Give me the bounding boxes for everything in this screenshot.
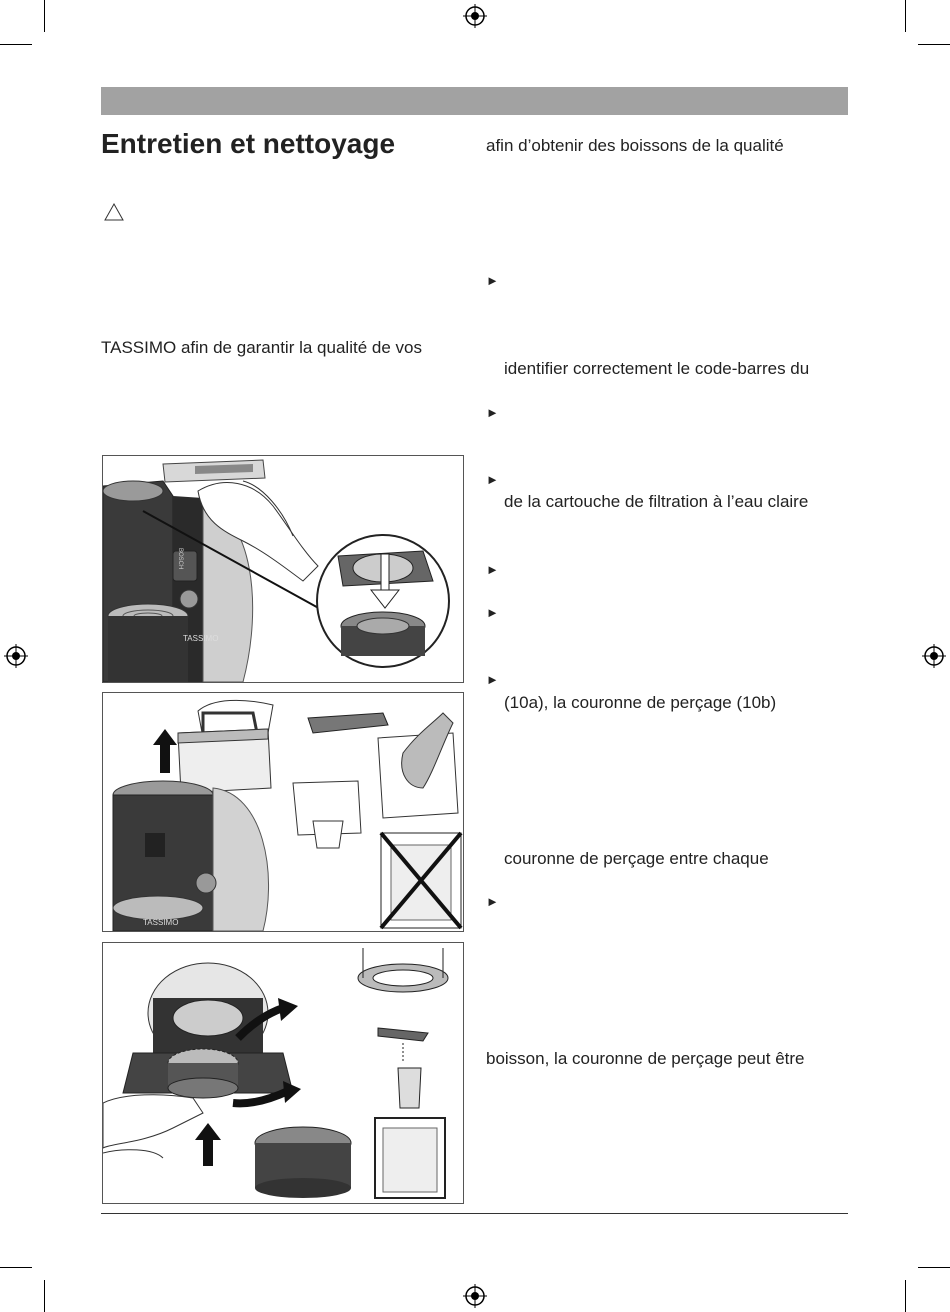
bullet-icon: ►: [486, 562, 499, 577]
figure-wipe-machine: [102, 455, 464, 683]
right-text-line: boisson, la couronne de perçage peut être: [486, 1049, 805, 1068]
right-text-line: afin d’obtenir des boissons de la qualité: [486, 136, 784, 155]
page-title: Entretien et nettoyage: [101, 128, 396, 159]
tassimo-label: TASSIMO: [183, 634, 219, 643]
crop-mark: [905, 0, 906, 32]
right-text-line: couronne de perçage entre chaque: [504, 849, 769, 868]
bosch-label: BOSCH: [177, 548, 183, 570]
header-band: [101, 87, 848, 115]
warning-triangle-icon: [104, 203, 124, 221]
footer-rule: [101, 1213, 848, 1214]
bullet-icon: ►: [486, 472, 499, 487]
water-tank-illustration: [103, 693, 463, 931]
crop-mark: [0, 44, 32, 45]
bullet-icon: ►: [486, 894, 499, 909]
crop-mark: [0, 1267, 32, 1268]
coffee-machine-illustration: [103, 456, 463, 682]
bullet-icon: ►: [486, 273, 499, 288]
bullet-icon: ►: [486, 405, 499, 420]
right-text-line: (10a), la couronne de perçage (10b): [504, 693, 777, 712]
bullet-icon: ►: [486, 672, 499, 687]
registration-mark-icon: [463, 1284, 487, 1308]
figure-remove-water-tank: [102, 692, 464, 932]
crop-mark: [905, 1280, 906, 1312]
crop-mark: [918, 44, 950, 45]
piercing-unit-illustration: [103, 943, 463, 1203]
registration-mark-icon: [463, 4, 487, 28]
registration-mark-icon: [922, 644, 946, 668]
crop-mark: [918, 1267, 950, 1268]
figure-remove-piercing-unit: [102, 942, 464, 1204]
bullet-icon: ►: [486, 605, 499, 620]
right-text-line: de la cartouche de filtration à l’eau claire: [504, 492, 809, 511]
right-text-line: identifier correctement le code-barres du: [504, 359, 810, 378]
tassimo-label: TASSIMO: [143, 918, 179, 927]
left-text-line: TASSIMO afin de garantir la qualité de vos: [101, 338, 422, 357]
registration-mark-icon: [4, 644, 28, 668]
crop-mark: [44, 0, 45, 32]
crop-mark: [44, 1280, 45, 1312]
